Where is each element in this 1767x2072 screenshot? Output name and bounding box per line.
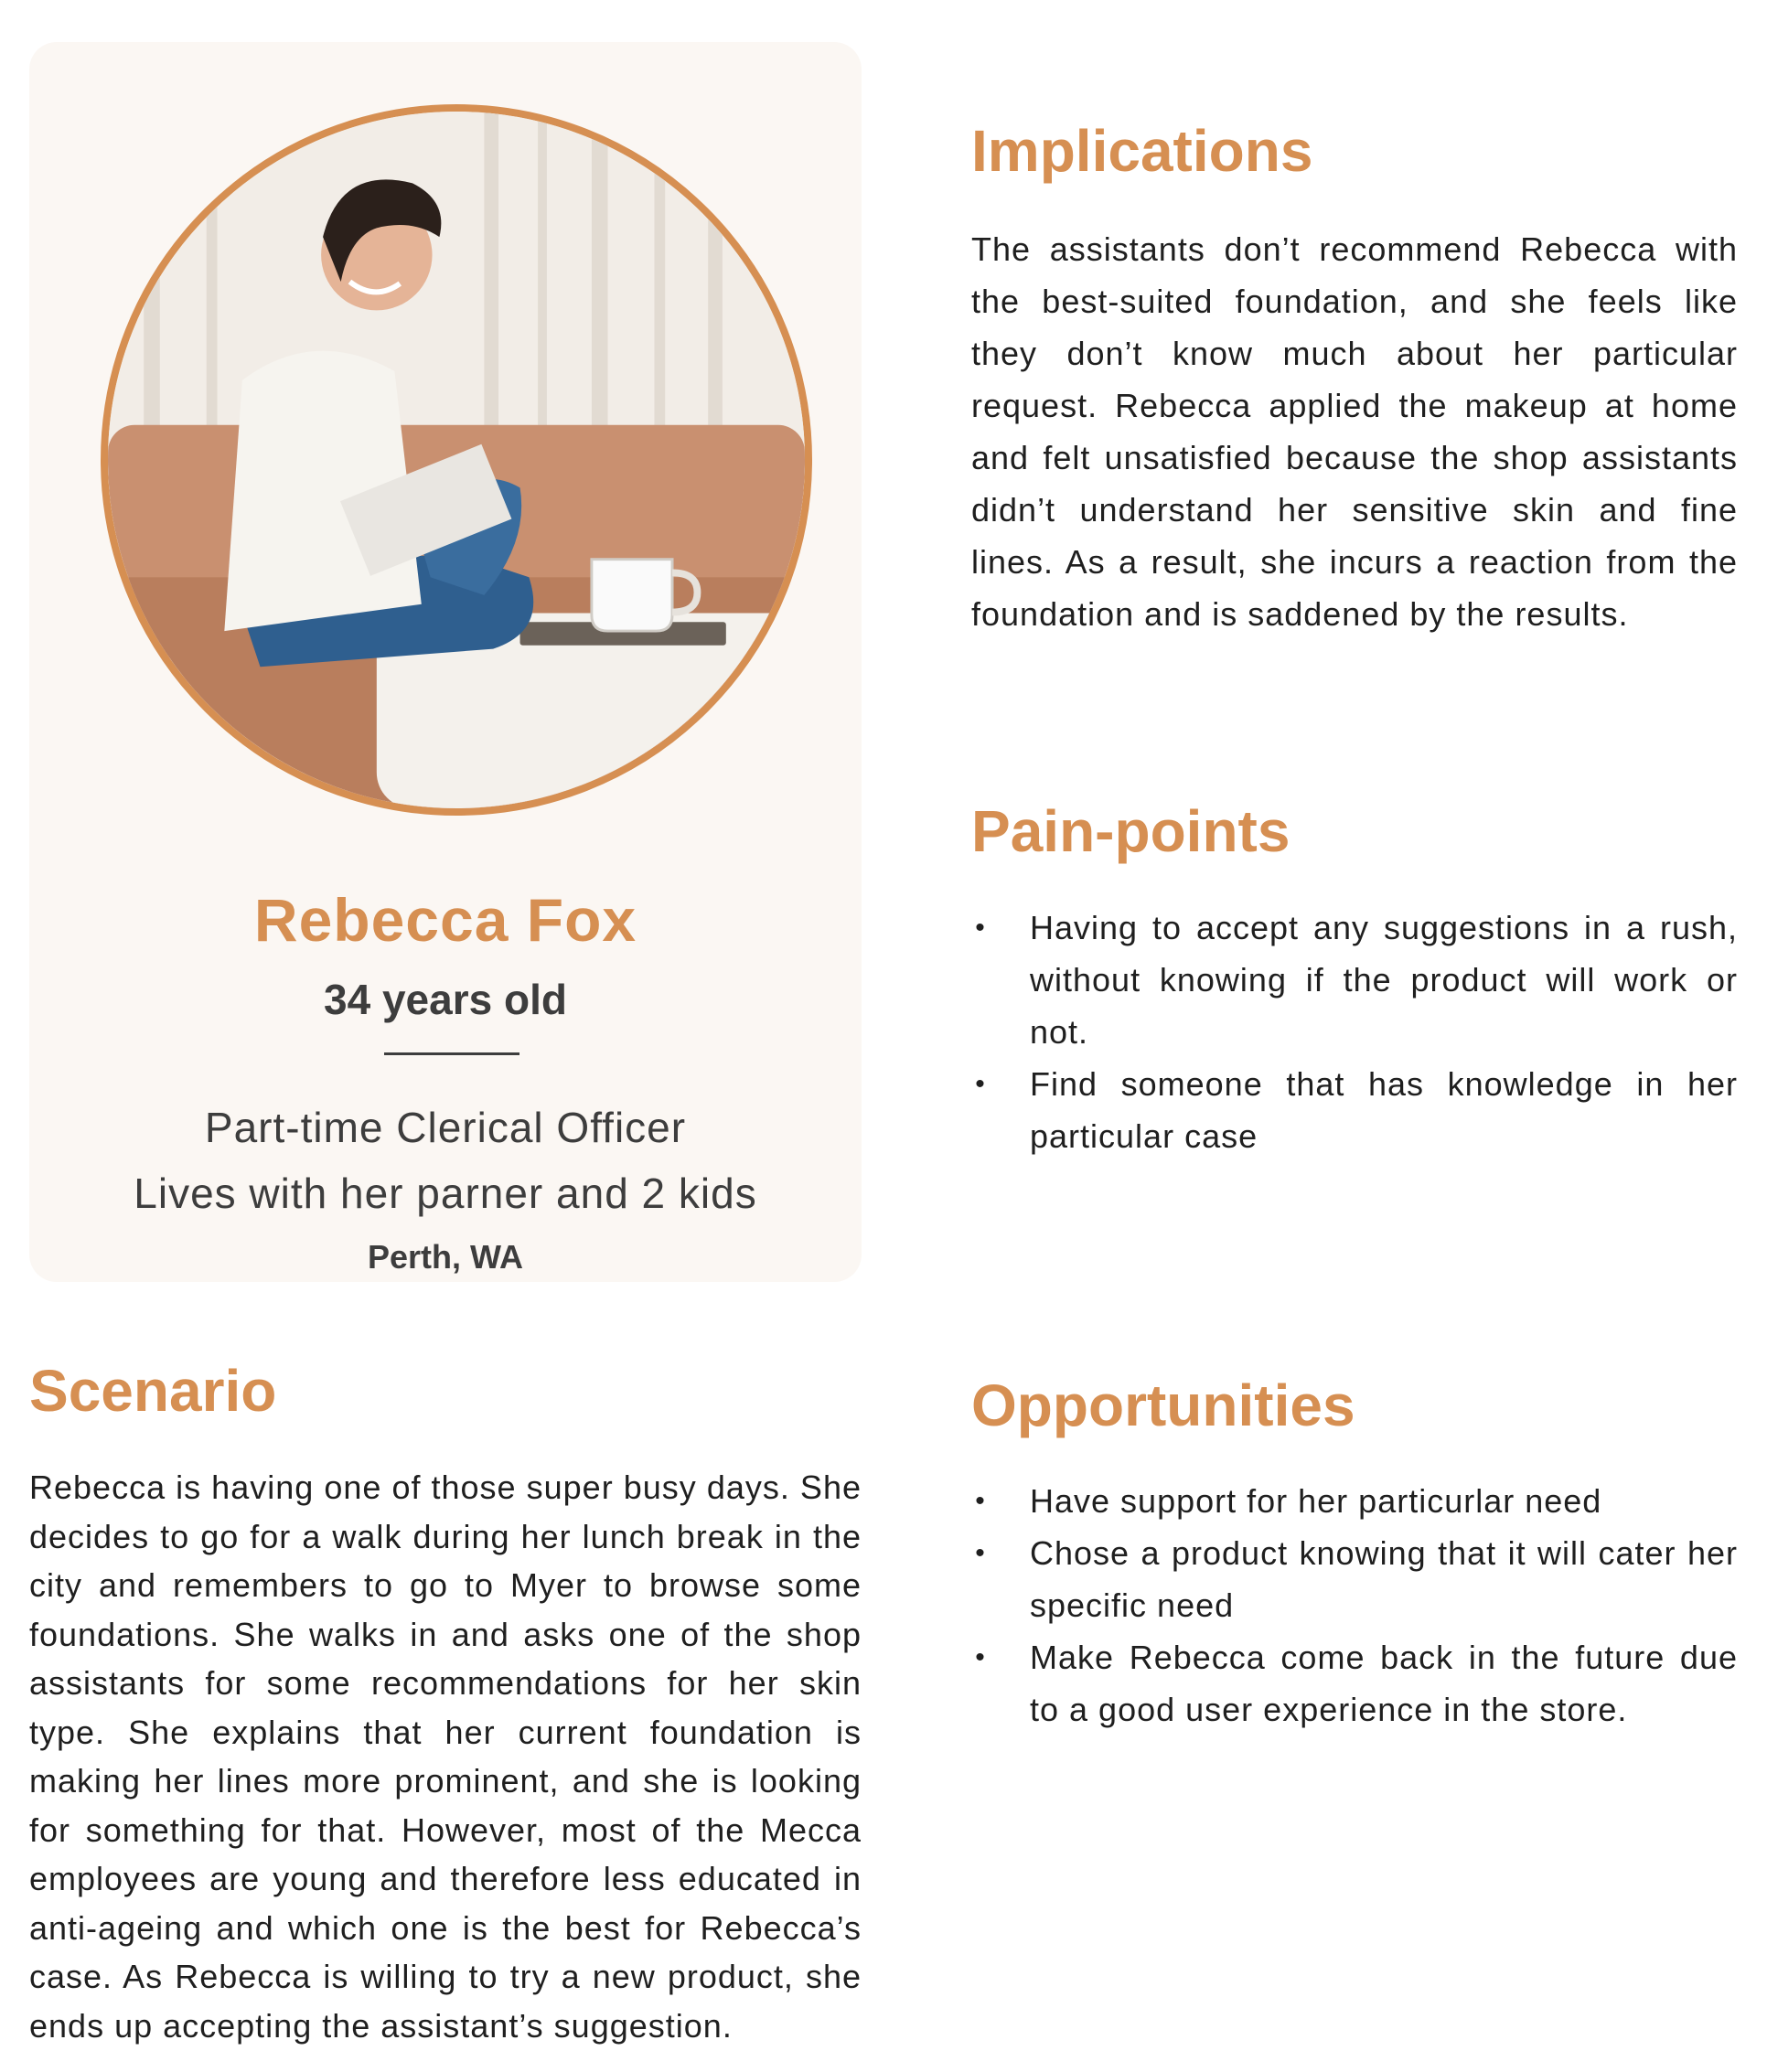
implications-text: The assistants don’t recommend Rebecca with the best-suited foundation, and she feels like they don’t know much about her particular request. Rebecca applied the makeup at home and felt unsatisfied because the shop assistants didn’t understand her sensitive skin and fine lines. As a result, she incurs a reaction from the foundation and is saddened by the results. [971,230,1738,633]
list-item [971,1475,1738,1527]
persona-card [29,42,862,1282]
persona-name: Rebecca Fox [253,886,637,954]
opportunities-heading: Opportunities [971,1372,1355,1438]
persona-occupation: Part-time Clerical Officer [204,1104,687,1151]
list-item [971,1058,1738,1162]
list-item [971,1527,1738,1631]
bullet-icon: • [975,913,986,943]
persona-photo-illustration [108,112,805,808]
list-item [971,1631,1738,1736]
persona-household: Lives with her parner and 2 kids [134,1170,757,1217]
pain-points-heading: Pain-points [971,798,1290,864]
divider [384,1052,519,1055]
opportunities-list [971,1475,1738,1736]
pain-points-list [971,902,1738,1162]
bullet-icon: • [975,1486,986,1516]
bullet-icon: • [975,1642,986,1672]
list-item-text: Chose a product knowing that it will cater her specific need [1030,1534,1738,1624]
persona-age: 34 years old [324,976,567,1023]
bullet-icon: • [975,1538,986,1568]
list-item-text: Make Rebecca come back in the future due to a good user experience in the store. [1030,1639,1738,1728]
list-item-text: Have support for her particurlar need [1030,1482,1602,1520]
implications-heading: Implications [971,118,1313,184]
bullet-icon: • [975,1069,986,1099]
list-item [971,902,1738,1058]
persona-location: Perth, WA [367,1238,523,1276]
persona-photo [101,104,812,816]
scenario-text: Rebecca is having one of those super busy days. She decides to go for a walk during her lunch break in the city and remembers to go to Myer to browse some foundations. She walks in and asks one of the shop assistants for some recommendations for her skin type. She explains that her current foundation is making her lines more prominent, and she is looking for something for that. However, most of the Mecca employees are young and therefore less educated in anti-ageing and which one is the best for Rebecca’s case. As Rebecca is willing to try a new product, she ends up accepting the assistant’s suggestion. [29,1469,862,2045]
scenario-heading: Scenario [29,1358,277,1424]
list-item-text: Having to accept any suggestions in a rush, without knowing if the product will work or not. [1030,909,1738,1051]
list-item-text: Find someone that has knowledge in her particular case [1030,1065,1738,1155]
